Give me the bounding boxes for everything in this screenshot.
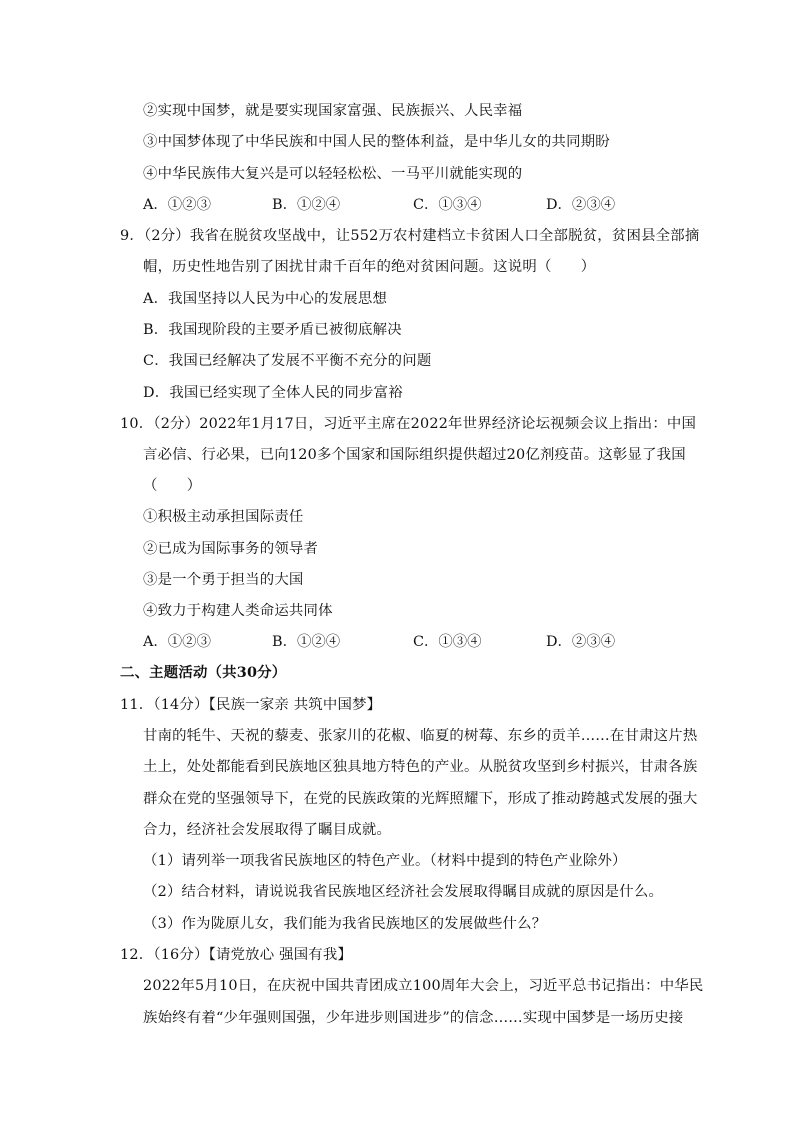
q11-subquestion-3: （3）作为陇原儿女，我们能为我省民族地区的发展做些什么？ xyxy=(143,916,547,932)
q11-material-line-1: 甘南的牦牛、天祝的藜麦、张家川的花椒、临夏的树莓、东乡的贡羊……在甘肃这片热 xyxy=(143,728,698,744)
q10-option-d: D．②③④ xyxy=(546,634,616,650)
q8-statement-4: ④中华民族伟大复兴是可以轻轻松松、一马平川就能实现的 xyxy=(143,166,523,182)
q12-material-line-1: 2022年5月10日，在庆祝中国共青团成立100周年大会上，习近平总书记指出：中华民 xyxy=(143,978,704,994)
section-2-heading: 二、主题活动（共30分） xyxy=(120,664,287,681)
q8-statement-2: ②实现中国梦，就是要实现国家富强、民族振兴、人民幸福 xyxy=(143,103,523,119)
q10-stem-line-3: （ ） xyxy=(143,478,202,494)
q8-option-a: A．①②③ xyxy=(143,197,211,213)
q9-stem-line-1: 9．（2分）我省在脱贫攻坚战中，让552万农村建档立卡贫困人口全部脱贫，贫困县全部摘 xyxy=(120,228,700,244)
q10-option-c: C．①③④ xyxy=(413,634,482,650)
q10-item-4: ④致力于构建人类命运共同体 xyxy=(143,603,333,619)
q9-option-a: A．我国坚持以人民为中心的发展思想 xyxy=(143,291,388,307)
q10-item-3: ③是一个勇于担当的大国 xyxy=(143,572,304,588)
q10-stem-line-1: 10．（2分）2022年1月17日，习近平主席在2022年世界经济论坛视频会议上指出：中国 xyxy=(120,416,697,432)
q9-option-d: D．我国已经实现了全体人民的同步富裕 xyxy=(143,385,403,401)
q8-statement-3: ③中国梦体现了中华民族和中国人民的整体利益，是中华儿女的共同期盼 xyxy=(143,134,610,150)
q11-material-line-4: 合力，经济社会发展取得了瞩目成就。 xyxy=(143,822,392,838)
q12-title: 12．（16分）【请党放心 强国有我】 xyxy=(120,947,353,963)
q11-title: 11．（14分）【民族一家亲 共筑中国梦】 xyxy=(120,697,382,713)
q11-material-line-3: 群众在党的坚强领导下，在党的民族政策的光辉照耀下，形成了推动跨越式发展的强大 xyxy=(143,791,698,807)
q11-subquestion-1: （1）请列举一项我省民族地区的特色产业。（材料中提到的特色产业除外） xyxy=(143,853,627,869)
q10-stem-line-2: 言必信、行必果，已向120多个国家和国际组织提供超过20亿剂疫苗。这彰显了我国 xyxy=(143,447,686,463)
q12-material-line-2: 族始终有着“少年强则国强，少年进步则国进步”的信念……实现中国梦是一场历史接 xyxy=(143,1010,684,1026)
q9-stem-line-2: 帽，历史性地告别了困扰甘肃千百年的绝对贫困问题。这说明（ ） xyxy=(143,259,596,275)
q11-subquestion-2: （2）结合材料，请说说我省民族地区经济社会发展取得瞩目成就的原因是什么。 xyxy=(143,884,664,900)
q8-option-d: D．②③④ xyxy=(546,197,616,213)
q11-material-line-2: 土上，处处都能看到民族地区独具地方特色的产业。从脱贫攻坚到乡村振兴，甘肃各族 xyxy=(143,759,698,775)
q9-option-c: C．我国已经解决了发展不平衡不充分的问题 xyxy=(143,353,432,369)
q8-option-c: C．①③④ xyxy=(413,197,482,213)
q10-option-a: A．①②③ xyxy=(143,634,211,650)
q8-option-b: B．①②④ xyxy=(272,197,341,213)
q10-item-1: ①积极主动承担国际责任 xyxy=(143,509,304,525)
q10-option-b: B．①②④ xyxy=(272,634,341,650)
q9-option-b: B．我国现阶段的主要矛盾已被彻底解决 xyxy=(143,322,402,338)
q10-item-2: ②已成为国际事务的领导者 xyxy=(143,541,319,557)
